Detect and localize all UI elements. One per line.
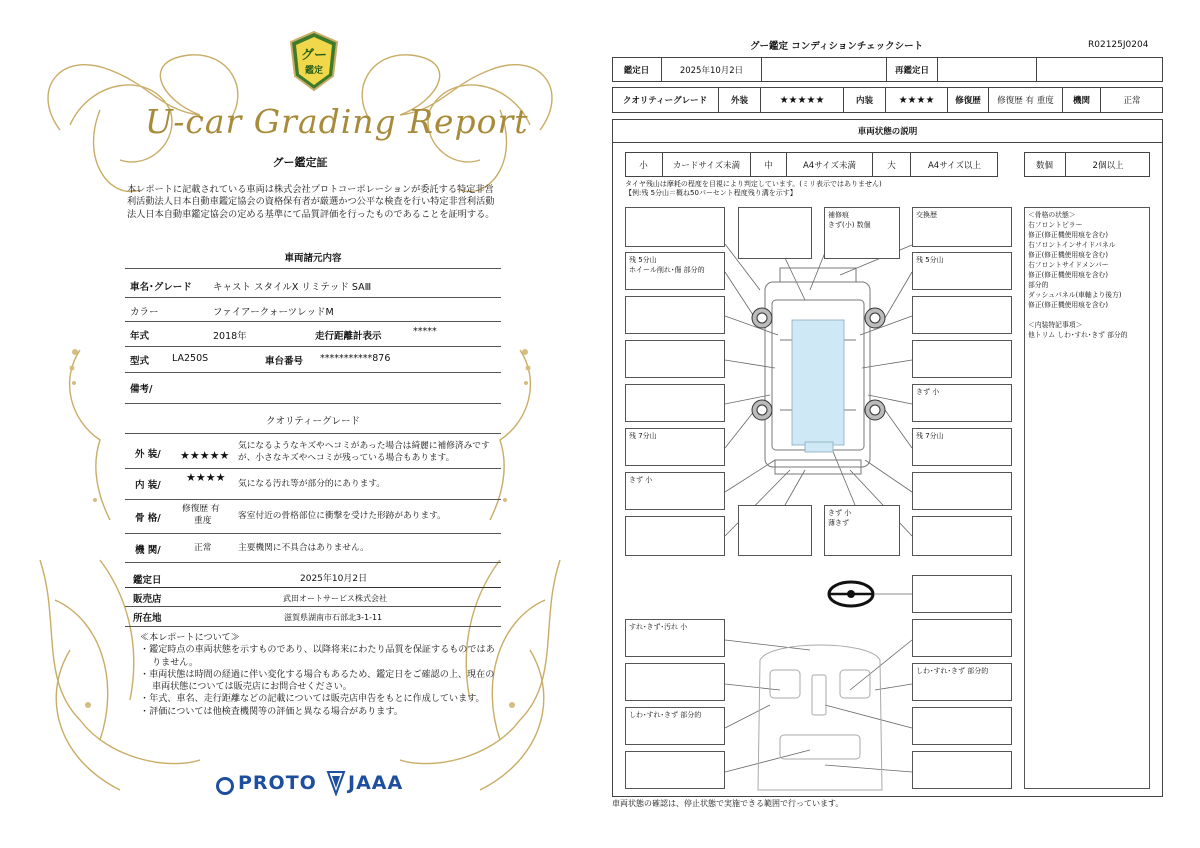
- damage-box-left-rear-tire: 残 7分山: [625, 428, 725, 466]
- divider: [125, 433, 501, 434]
- damage-box-interior-left-2: しわ･すれ･きず 部分的: [625, 707, 725, 745]
- engine-value: 正常: [194, 543, 212, 553]
- damage-box: [625, 516, 725, 556]
- divider: [125, 321, 501, 322]
- jaaa-logo-icon: [326, 770, 346, 796]
- frame-label: 骨 格/: [135, 513, 161, 524]
- legend-small-desc: カードサイズ未満: [663, 152, 751, 177]
- damage-box: [912, 340, 1012, 378]
- damage-box: [738, 207, 812, 259]
- interior-stars: ★★★★: [886, 87, 948, 113]
- jaaa-logo: JAAA: [348, 772, 404, 794]
- address-value: 滋賀県湖南市石部北3-1-11: [284, 613, 383, 622]
- legend-medium-desc: A4サイズ未満: [787, 152, 873, 177]
- notes-title: ≪本レポートについて≫: [140, 633, 240, 643]
- year-label: 年式: [130, 331, 150, 342]
- frame-desc: 客室付近の骨格部位に衝撃を受けた形跡があります。: [238, 511, 446, 521]
- frame-value-2: 重度: [194, 516, 212, 526]
- color-value: ファイアークォーツレッドM: [213, 307, 334, 318]
- script-title: U-car Grading Report: [145, 102, 529, 141]
- chassis-label: 車台番号: [265, 356, 304, 367]
- damage-box: [912, 516, 1012, 556]
- divider: [125, 468, 501, 469]
- proto-logo-icon: [216, 777, 234, 795]
- divider: [125, 606, 501, 607]
- divider: [125, 268, 501, 269]
- legend-large-desc: A4サイズ以上: [927, 160, 982, 171]
- damage-box: [625, 296, 725, 334]
- note-item: ・評価については他検査機関等の評価と異なる場合があります。: [140, 706, 403, 717]
- damage-box-interior-right: しわ･すれ･きず 部分的: [912, 663, 1012, 701]
- steering-wheel-icon: [829, 582, 873, 606]
- shop-label: 販売店: [133, 594, 162, 605]
- certificate-body: 本レポートに記載されている車両は株式会社プロトコーポレーションが委託する特定非営利活動法人日本自動車鑑定協会の資格保有者が厳選かつ公平な検査を行い特定非営利活動法人日本自動車鑑定協会の定める基準にて品質評価を行ったものであることを証明する。: [127, 184, 495, 220]
- chassis-value: ***********876: [320, 353, 391, 364]
- report-notes: [140, 632, 500, 718]
- damage-box: [912, 472, 1012, 510]
- repair-label: 修復歴: [948, 87, 989, 113]
- mileage-value: *****: [413, 326, 437, 337]
- model-value: LA250S: [172, 353, 209, 364]
- year-value: 2018年: [213, 331, 247, 342]
- document-id: R02125J0204: [1088, 40, 1149, 50]
- divider: [125, 533, 501, 534]
- certificate-title: グー鑑定証: [272, 156, 328, 169]
- date-value: 2025年10月2日: [662, 57, 762, 82]
- divider: [125, 297, 501, 298]
- name-label: 車名･グレード: [130, 282, 192, 293]
- exterior-stars: ★★★★★: [180, 449, 230, 462]
- damage-box: [912, 707, 1012, 745]
- windshield-glass: [792, 320, 844, 445]
- damage-box-right-front-tire: 残 5分山: [912, 252, 1012, 290]
- damage-box-left-lower: きず 小: [625, 472, 725, 510]
- frame-value-1: 修復歴 有: [182, 504, 220, 514]
- date-label: 鑑定日: [612, 57, 662, 82]
- damage-box-center-rear: きず 小 薄きず: [824, 505, 900, 556]
- badge-top-text: グー: [300, 48, 327, 63]
- interior-label: 内装: [844, 87, 886, 113]
- address-label: 所在地: [133, 613, 162, 624]
- mileage-label: 走行距離計表示: [315, 331, 382, 342]
- section-title: 車両状態の説明: [612, 119, 1163, 143]
- shop-value: 武田オートサービス株式会社: [283, 594, 387, 603]
- color-label: カラー: [130, 307, 159, 318]
- interior-label: 内 装/: [135, 480, 161, 491]
- damage-box: [912, 619, 1012, 657]
- damage-box: [738, 505, 812, 556]
- sheet-title: グー鑑定 コンディションチェックシート: [750, 41, 924, 52]
- note-item: ・年式、車名、走行距離などの記載については販売店申告をもとに作成しています。: [140, 694, 485, 705]
- damage-box: [625, 663, 725, 701]
- legend-count: 数個: [1024, 152, 1066, 177]
- repair-value: 修復歴 有 重度: [989, 87, 1063, 113]
- engine-desc: 主要機関に不具合はありません。: [238, 543, 369, 553]
- condition-check-sheet: [600, 0, 1200, 848]
- legend-count-desc: 2個以上: [1092, 160, 1124, 171]
- divider: [125, 346, 501, 347]
- specs-title: 車両諸元内容: [284, 253, 342, 264]
- interior-stars: ★★★★: [186, 471, 226, 484]
- exterior-label: 外装: [719, 87, 761, 113]
- footer-note: 車両状態の確認は、停止状態で実施できる範囲で行っています。: [612, 799, 844, 808]
- damage-box-right-rear-tire: 残 7分山: [912, 428, 1012, 466]
- note-item: ・車両状態は時間の経過に伴い変化する場合もあるため、鑑定日をご確認の上、現在の車両状態については販売店にお問合せください。: [140, 669, 495, 693]
- divider: [125, 403, 501, 404]
- tire-note: タイヤ残山は摩耗の程度を目視により判定しています。(ミリ表示ではありません): [625, 180, 882, 188]
- legend-medium: 中: [751, 152, 787, 177]
- damage-box-right-mid: きず 小: [912, 384, 1012, 422]
- damage-box-exchange: 交換歴: [912, 207, 1012, 247]
- damage-box-left-front-tire: 残 5分山 ホイール削れ･傷 部分的: [625, 252, 725, 290]
- name-value: キャスト スタイルX リミテッド SAⅢ: [213, 282, 372, 293]
- engine-label: 機 関/: [135, 545, 161, 556]
- damage-box-interior-left: すれ･きず･汚れ 小: [625, 619, 725, 657]
- engine-value: 正常: [1123, 96, 1141, 106]
- frame-condition-panel: ＜骨格の状態＞ 右フロントピラー 修正(修正機使用痕を含む) 右フロントインサイドパネル 修正(修正機使用痕を含む) 右フロントサイドメンバー 修正(修正機使用痕を含む) 部分的 ダッシュパネル(車軸より後方) 修正(修正機使用痕を含む) ＜内装特記事項＞ 他トリム しわ･すれ･きず 部分的: [1024, 207, 1150, 789]
- remarks-label: 備考/: [130, 384, 153, 395]
- damage-box: [912, 296, 1012, 334]
- damage-box: [625, 207, 725, 247]
- divider: [125, 562, 501, 563]
- reinspect-label: 再鑑定日: [886, 57, 938, 82]
- damage-box: [625, 384, 725, 422]
- divider: [125, 372, 501, 373]
- damage-box: [912, 575, 1012, 613]
- note-item: ・鑑定時点の車両状態を示すものであり、以降将来にわたり品質を保証するものではありません。: [140, 645, 495, 668]
- date-value: 2025年10月2日: [300, 574, 368, 584]
- badge-bottom-text: 鑑定: [304, 66, 323, 76]
- damage-box: [625, 340, 725, 378]
- exterior-stars: ★★★★★: [761, 87, 844, 113]
- legend-small: 小: [625, 152, 663, 177]
- goo-kantei-badge: [287, 30, 341, 92]
- divider: [125, 587, 501, 588]
- damage-box: [625, 751, 725, 789]
- legend-large: 大: [873, 152, 911, 177]
- engine-label: 機関: [1063, 87, 1101, 113]
- tire-example-note: 【例:残 5分山＝概ね50パーセント程度残り溝を示す】: [625, 189, 797, 197]
- exterior-desc: 気になるようなキズやヘコミがあった場合は綺麗に補修済みですが、小さなキズやヘコミが残っている場合もあります。: [238, 441, 490, 463]
- grade-title: クオリティーグレード: [265, 416, 361, 427]
- divider: [125, 626, 501, 627]
- exterior-label: 外 装/: [135, 449, 161, 460]
- damage-box: [912, 751, 1012, 789]
- proto-logo: PROTO: [238, 772, 317, 794]
- model-label: 型式: [130, 356, 150, 367]
- interior-desc: 気になる汚れ等が部分的にあります。: [238, 479, 385, 489]
- damage-box-repair: 補修痕 きず(小) 数個: [824, 207, 900, 259]
- date-label: 鑑定日: [133, 575, 162, 586]
- divider: [125, 499, 501, 500]
- grade-label: クオリティーグレード: [612, 87, 719, 113]
